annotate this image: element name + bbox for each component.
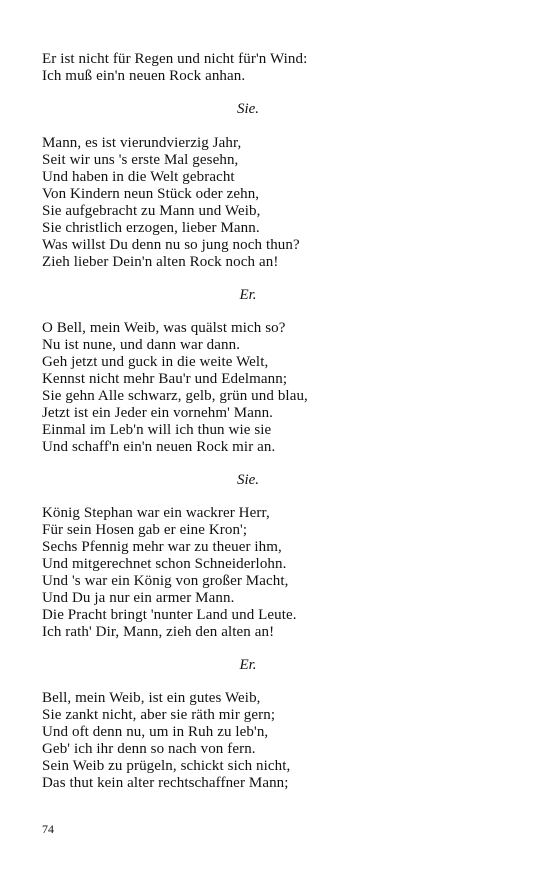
verse-line: Und 's war ein König von großer Macht, [42, 573, 289, 589]
verse-line: Ich muß ein'n neuen Rock anhan. [42, 68, 246, 84]
verse-line: König Stephan war ein wackrer Herr, [42, 505, 270, 521]
speaker-heading: Er. [239, 657, 257, 673]
verse-line: Sie zankt nicht, aber sie räth mir gern; [42, 707, 276, 723]
verse-line: Sechs Pfennig mehr war zu theuer ihm, [42, 539, 282, 555]
page-number: 74 [42, 822, 54, 836]
verse-line: Geb' ich ihr denn so nach von fern. [42, 741, 256, 757]
verse-line: Einmal im Leb'n will ich thun wie sie [42, 422, 272, 438]
verse-line: Sie christlich erzogen, lieber Mann. [42, 220, 260, 236]
verse-line: Was willst Du denn nu so jung noch thun? [42, 237, 300, 253]
verse-line: Und haben in die Welt gebracht [42, 169, 235, 185]
verse-line: Von Kindern neun Stück oder zehn, [42, 186, 260, 202]
verse-line: Jetzt ist ein Jeder ein vornehm' Mann. [42, 405, 274, 421]
verse-line: Sie aufgebracht zu Mann und Weib, [42, 203, 261, 219]
speaker-heading: Er. [239, 287, 257, 303]
verse-line: Das thut kein alter rechtschaffner Mann; [42, 775, 289, 791]
verse-line: Sie gehn Alle schwarz, gelb, grün und blau, [42, 388, 308, 404]
verse-line: Für sein Hosen gab er eine Kron'; [42, 522, 248, 538]
verse-line: Seit wir uns 's erste Mal gesehn, [42, 152, 239, 168]
verse-line: Sein Weib zu prügeln, schickt sich nicht, [42, 758, 291, 774]
verse-line: Geh jetzt und guck in die weite Welt, [42, 354, 269, 370]
speaker-heading: Sie. [236, 472, 260, 488]
verse-line: Die Pracht bringt 'nunter Land und Leute. [42, 607, 297, 623]
verse-line: Mann, es ist vierundvierzig Jahr, [42, 135, 242, 151]
verse-line: Ich rath' Dir, Mann, zieh den alten an! [42, 624, 275, 640]
verse-line: O Bell, mein Weib, was quälst mich so? [42, 320, 286, 336]
verse-line: Und schaff'n ein'n neuen Rock mir an. [42, 439, 276, 455]
verse-line: Und Du ja nur ein armer Mann. [42, 590, 235, 606]
verse-line: Er ist nicht für Regen und nicht für'n Wind: [42, 51, 308, 67]
verse-line: Und mitgerechnet schon Schneiderlohn. [42, 556, 287, 572]
speaker-heading: Sie. [236, 101, 260, 117]
verse-line: Und oft denn nu, um in Ruh zu leb'n, [42, 724, 269, 740]
verse-line: Nu ist nune, und dann war dann. [42, 337, 241, 353]
verse-line: Kennst nicht mehr Bau'r und Edelmann; [42, 371, 288, 387]
verse-line: Zieh lieber Dein'n alten Rock noch an! [42, 254, 279, 270]
verse-line: Bell, mein Weib, ist ein gutes Weib, [42, 690, 261, 706]
